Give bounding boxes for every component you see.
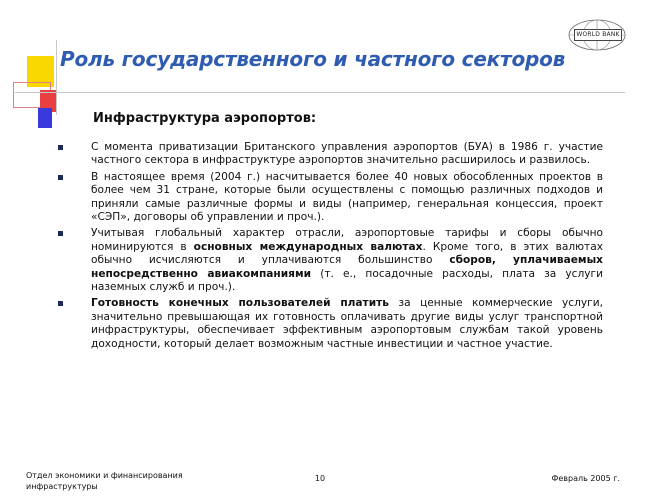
bullet-item	[55, 227, 603, 294]
bullet-marker-icon	[58, 175, 63, 180]
bullet-text: Учитывая глобальный характер отрасли, аэропортовые тарифы и сборы обычно номинируются в	[91, 227, 603, 253]
decor-blue-square	[38, 108, 52, 128]
bullet-text: С момента приватизации Британского управления аэропортов (БУА) в 1986 г. участие частного сектора в инфраструктуре аэропортов значительно расширилось и развилось.	[91, 141, 603, 167]
bullet-marker-icon	[58, 231, 63, 236]
bullet-text-bold: сборов, уплачиваемых непосредственно авиакомпаниями	[91, 254, 603, 280]
bullet-text-bold: основных международных валютах	[193, 240, 423, 253]
logo-text: WORLD BANK	[574, 29, 622, 41]
bullet-item	[55, 171, 603, 225]
footer-date: Февраль 2005 г.	[551, 474, 620, 483]
decor-horizontal-line	[15, 92, 625, 93]
bullet-list	[55, 141, 603, 354]
bullet-text-bold: Готовность конечных пользователей платить	[91, 297, 389, 310]
bullet-item	[55, 141, 603, 168]
bullet-text: (т. е., посадочные расходы, плата за услуги наземных служб и проч.).	[91, 267, 603, 294]
bullet-text: . Кроме того, в этих валютах обычно исчисляются и уплачиваются большинство	[91, 240, 603, 267]
bullet-marker-icon	[58, 301, 63, 306]
bullet-text: за ценные коммерческие услуги, значительно превышающая их готовность оплачивать другие виды услуг транспортной инфраструктуры, обеспечивает эффективным аэропортовым службам такой уровень доходности, который делает возможным частные инвестиции и частное участие.	[91, 297, 603, 350]
decor-vertical-line	[56, 40, 57, 115]
bullet-item	[55, 297, 603, 351]
page-number: 10	[314, 474, 326, 483]
footer-department: Отдел экономики и финансирования инфраструктуры	[26, 471, 183, 491]
world-bank-emblem-icon	[566, 18, 628, 52]
bullet-marker-icon	[58, 145, 63, 150]
section-subtitle: Инфраструктура аэропортов:	[93, 111, 317, 126]
bullet-text: В настоящее время (2004 г.) насчитывается более 40 новых обособленных проектов в более чем 31 стране, которые были осуществлены с помощью различных подходов и приняли самые различные формы и виды (например, генеральная концессия, проект «СЭП», договоры об управлении и проч.).	[91, 170, 603, 224]
page-title: Роль государственного и частного секторов	[60, 47, 566, 71]
